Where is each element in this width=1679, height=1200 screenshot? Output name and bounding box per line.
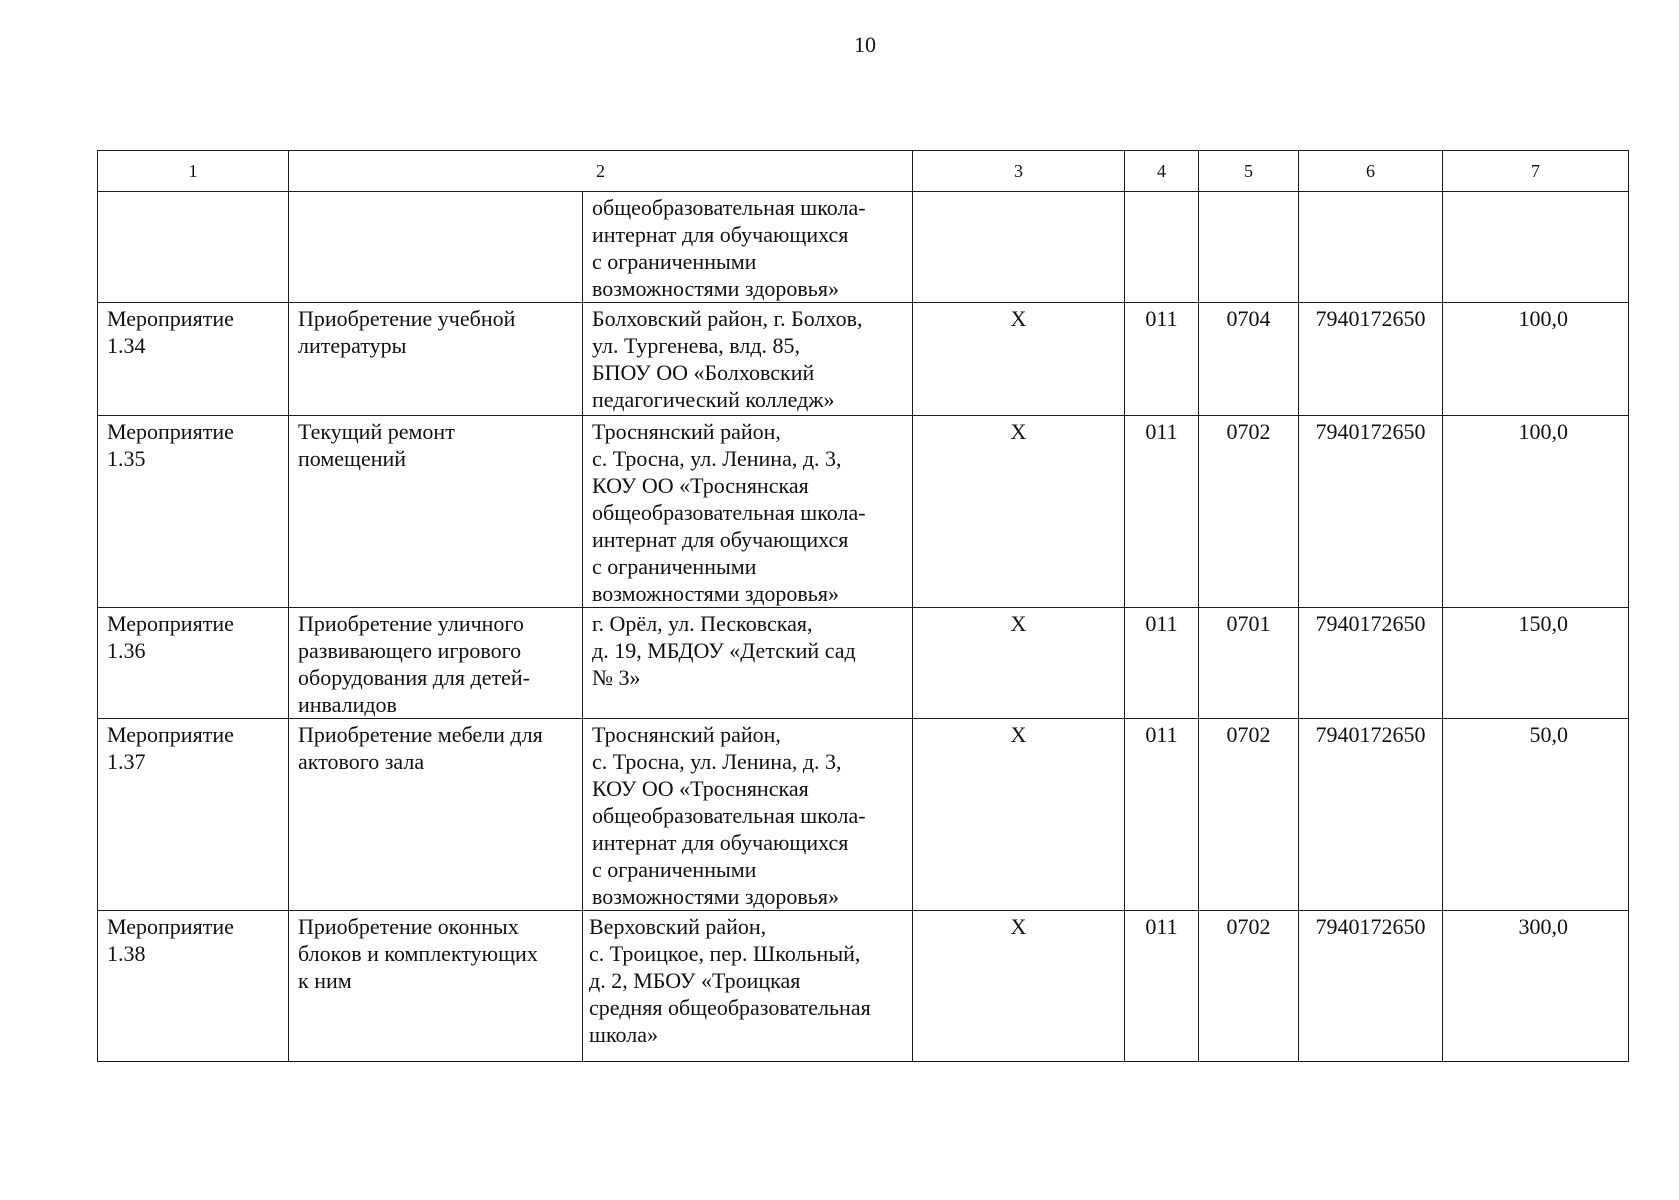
address-line: ул. Тургенева, влд. 85, — [592, 333, 801, 358]
col3-cell: X — [913, 416, 1125, 608]
name-line: 1.34 — [107, 333, 146, 358]
address-line: с ограниченными — [592, 249, 757, 274]
address-cell — [583, 416, 913, 608]
address-line: Верховский район, — [589, 914, 767, 939]
address-line: КОУ ОО «Троснянская — [592, 473, 809, 498]
name-cell — [98, 608, 289, 719]
address-line: КОУ ОО «Троснянская — [592, 776, 809, 801]
address-line: с ограниченными — [592, 857, 757, 882]
address-line: д. 2, МБОУ «Троицкая — [589, 968, 801, 993]
col3-cell: X — [913, 608, 1125, 719]
address-line: интернат для обучающихся — [592, 222, 849, 247]
activity-line: инвалидов — [298, 692, 397, 717]
col3-cell: X — [913, 911, 1125, 1062]
address-line: с. Тросна, ул. Ленина, д. 3, — [592, 446, 842, 471]
name-line: Мероприятие — [107, 306, 234, 331]
activity-cell — [289, 608, 583, 719]
name-line: 1.38 — [107, 941, 146, 966]
col7-cell: 100,0 — [1443, 303, 1629, 416]
table-row-continuation — [98, 192, 1629, 303]
activity-line: помещений — [298, 446, 407, 471]
col6-cell: 7940172650 — [1299, 608, 1443, 719]
table-row — [98, 416, 1629, 608]
address-line: возможностями здоровья» — [592, 884, 839, 909]
col5-cell: 0704 — [1199, 303, 1299, 416]
activity-line: к ним — [298, 968, 352, 993]
address-line: средняя общеобразовательная — [589, 995, 871, 1020]
activity-line: Приобретение уличного — [298, 611, 524, 636]
col6-cell: 7940172650 — [1299, 416, 1443, 608]
address-line: с. Тросна, ул. Ленина, д. 3, — [592, 749, 842, 774]
activity-line: Текущий ремонт — [298, 419, 455, 444]
address-line: г. Орёл, ул. Песковская, — [592, 611, 813, 636]
col7-cell — [1443, 192, 1629, 303]
address-line: с. Троицкое, пер. Школьный, — [589, 941, 861, 966]
address-line: возможностями здоровья» — [592, 276, 839, 301]
address-line: общеобразовательная школа- — [592, 803, 866, 828]
activity-line: Приобретение учебной — [298, 306, 516, 331]
header-col-1: 1 — [98, 151, 289, 192]
header-col-2: 2 — [289, 151, 913, 192]
activity-cell — [289, 303, 583, 416]
address-cell — [583, 608, 913, 719]
address-line: интернат для обучающихся — [592, 830, 849, 855]
activity-line: Приобретение оконных — [298, 914, 519, 939]
address-line: общеобразовательная школа- — [592, 195, 866, 220]
name-line: 1.35 — [107, 446, 146, 471]
activity-cell — [289, 416, 583, 608]
name-line: Мероприятие — [107, 611, 234, 636]
col6-cell: 7940172650 — [1299, 719, 1443, 911]
col3-cell — [913, 192, 1125, 303]
col4-cell: 011 — [1125, 719, 1199, 911]
col5-cell: 0702 — [1199, 416, 1299, 608]
name-cell — [98, 911, 289, 1062]
address-line: д. 19, МБДОУ «Детский сад — [592, 638, 856, 663]
address-line: Троснянский район, — [592, 722, 781, 747]
activity-line: блоков и комплектующих — [298, 941, 538, 966]
name-line: Мероприятие — [107, 722, 234, 747]
address-cell — [583, 303, 913, 416]
table-row — [98, 719, 1629, 911]
col6-cell — [1299, 192, 1443, 303]
address-line: интернат для обучающихся — [592, 527, 849, 552]
header-col-7: 7 — [1443, 151, 1629, 192]
header-col-3: 3 — [913, 151, 1125, 192]
address-line: № 3» — [592, 665, 641, 690]
address-cell — [583, 192, 913, 303]
table-row — [98, 911, 1629, 1062]
address-line: общеобразовательная школа- — [592, 500, 866, 525]
col7-cell: 300,0 — [1443, 911, 1629, 1062]
col7-cell: 50,0 — [1443, 719, 1629, 911]
col3-cell: X — [913, 719, 1125, 911]
activity-cell — [289, 911, 583, 1062]
col5-cell: 0702 — [1199, 911, 1299, 1062]
col6-cell: 7940172650 — [1299, 911, 1443, 1062]
name-line: 1.36 — [107, 638, 146, 663]
address-line: возможностями здоровья» — [592, 581, 839, 606]
address-line: БПОУ ОО «Болховский — [592, 360, 815, 385]
name-line: Мероприятие — [107, 419, 234, 444]
header-col-5: 5 — [1199, 151, 1299, 192]
table-header-row — [98, 151, 1629, 192]
header-col-4: 4 — [1125, 151, 1199, 192]
col7-cell: 100,0 — [1443, 416, 1629, 608]
address-line: школа» — [589, 1022, 658, 1047]
address-line: Болховский район, г. Болхов, — [592, 306, 863, 331]
col4-cell: 011 — [1125, 608, 1199, 719]
col5-cell — [1199, 192, 1299, 303]
name-cell — [98, 303, 289, 416]
name-cell — [98, 719, 289, 911]
name-line: 1.37 — [107, 749, 146, 774]
col5-cell: 0702 — [1199, 719, 1299, 911]
measures-table — [97, 150, 1629, 1062]
col3-cell: X — [913, 303, 1125, 416]
name-line: Мероприятие — [107, 914, 234, 939]
col4-cell — [1125, 192, 1199, 303]
address-cell — [583, 719, 913, 911]
address-line: педагогический колледж» — [592, 387, 835, 412]
activity-line: актового зала — [298, 749, 425, 774]
col4-cell: 011 — [1125, 416, 1199, 608]
name-cell — [98, 192, 289, 303]
activity-line: развивающего игрового — [298, 638, 522, 663]
activity-cell — [289, 719, 583, 911]
activity-line: оборудования для детей- — [298, 665, 530, 690]
address-line: с ограниченными — [592, 554, 757, 579]
col4-cell: 011 — [1125, 303, 1199, 416]
col7-cell: 150,0 — [1443, 608, 1629, 719]
table-row — [98, 608, 1629, 719]
name-cell — [98, 416, 289, 608]
activity-line: литературы — [298, 333, 407, 358]
address-line: Троснянский район, — [592, 419, 781, 444]
activity-line: Приобретение мебели для — [298, 722, 543, 747]
table-row — [98, 303, 1629, 416]
address-cell — [583, 911, 913, 1062]
page-number: 10 — [854, 32, 876, 57]
col5-cell: 0701 — [1199, 608, 1299, 719]
col6-cell: 7940172650 — [1299, 303, 1443, 416]
header-col-6: 6 — [1299, 151, 1443, 192]
col4-cell: 011 — [1125, 911, 1199, 1062]
activity-cell — [289, 192, 583, 303]
